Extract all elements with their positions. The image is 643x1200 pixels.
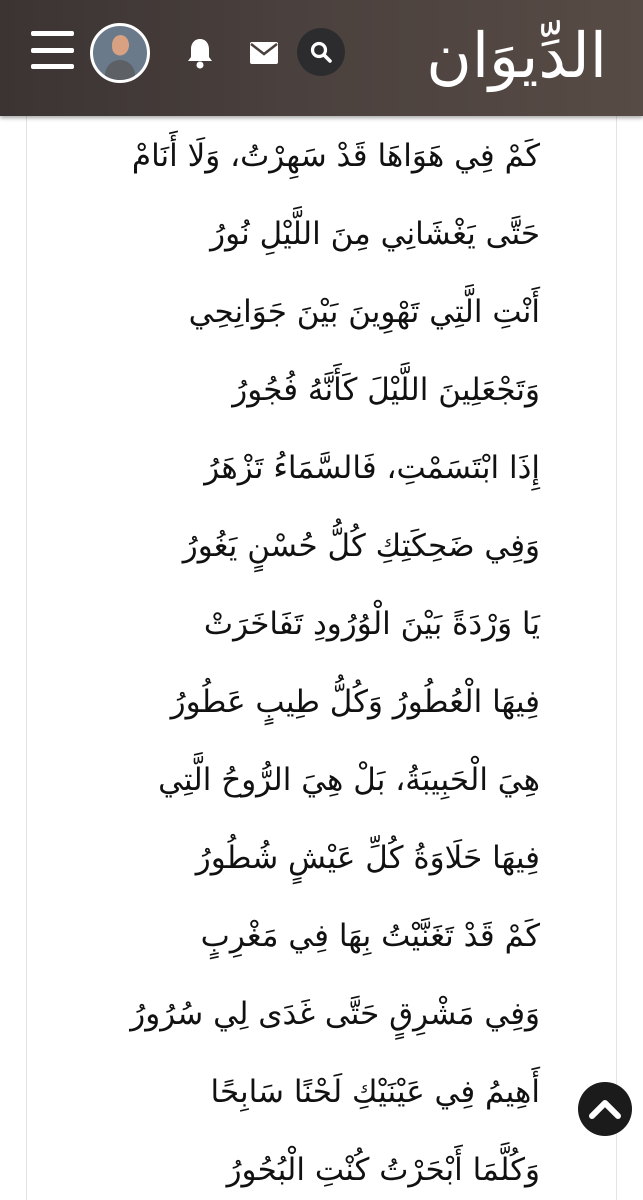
bell-icon — [186, 37, 214, 69]
scroll-to-top-button[interactable] — [578, 1082, 632, 1136]
avatar-head — [112, 35, 129, 55]
notifications-button[interactable] — [184, 36, 216, 70]
verse-line: وَفِي مَشْرِقٍ حَتَّى غَدَى لِي سُرُورُ — [130, 996, 540, 1032]
verse-line: يَا وَرْدَةً بَيْنَ الْوُرُودِ تَفَاخَرَتْ — [203, 606, 540, 642]
hamburger-icon-bar — [31, 64, 74, 69]
verse-line: فِيهَا الْعُطُورُ وَكُلُّ طِيبٍ عَطُورُ — [170, 684, 540, 720]
hamburger-icon-bar — [31, 31, 74, 36]
menu-button[interactable] — [31, 31, 74, 69]
messages-button[interactable] — [249, 40, 279, 66]
hamburger-icon-bar — [31, 48, 74, 53]
search-button[interactable] — [297, 28, 345, 76]
site-header — [0, 0, 643, 116]
verse-line: أَهِيمُ فِي عَيْنَيْكِ لَحْنًا سَابِحًا — [210, 1074, 540, 1110]
verse-line: هِيَ الْحَبِيبَةُ، بَلْ هِيَ الرُّوحُ الَّتِي — [158, 762, 540, 798]
verse-line: حَتَّى يَغْشَانِي مِنَ اللَّيْلِ نُورُ — [210, 216, 540, 252]
search-icon — [309, 40, 333, 64]
avatar-body — [105, 60, 135, 83]
verse-line: وَتَجْعَلِينَ اللَّيْلَ كَأَنَّهُ فُجُورُ — [232, 372, 540, 408]
envelope-icon — [249, 41, 279, 65]
chevron-up-icon — [588, 1097, 622, 1121]
site-logo[interactable]: الدِّيوَان — [426, 19, 607, 92]
verse-line: كَمْ فِي هَوَاهَا قَدْ سَهِرْتُ، وَلَا أَنَامْ — [131, 138, 540, 174]
verse-line: أَنْتِ الَّتِي تَهْوِينَ بَيْنَ جَوَانِحِي — [188, 294, 540, 330]
verse-line: إِذَا ابْتَسَمْتِ، فَالسَّمَاءُ تَزْهَرُ — [204, 450, 540, 486]
verse-line: فِيهَا حَلَاوَةُ كُلِّ عَيْشٍ شُطُورُ — [195, 840, 540, 876]
verse-line: كَمْ قَدْ تَغَنَّيْتُ بِهَا فِي مَغْرِبٍ — [200, 918, 540, 954]
verse-line: وَكُلَّمَا أَبْحَرْتُ كُنْتِ الْبُحُورُ — [226, 1152, 540, 1188]
verse-line: وَفِي ضَحِكَتِكِ كُلُّ حُسْنٍ يَغُورُ — [182, 528, 540, 564]
avatar[interactable] — [90, 23, 150, 83]
poem-content — [0, 116, 643, 1200]
